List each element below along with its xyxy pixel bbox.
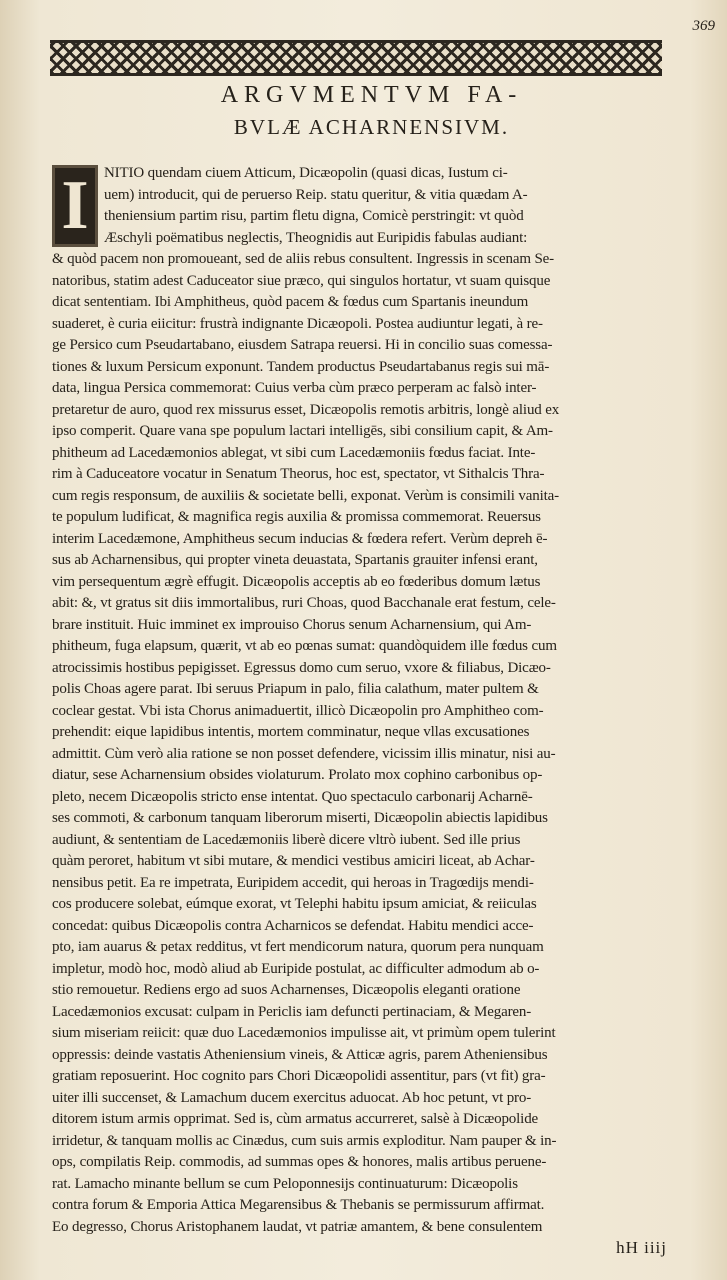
text-line: impletur, modò hoc, modò aliud ab Euripide postulat, ac difficulter admodum ab o-: [52, 960, 540, 977]
text-line: sus ab Acharnensibus, qui propter vineta deuastata, Spartanis grauiter infensi erant,: [52, 552, 538, 568]
text-line: admittit. Cùm verò alia ratione se non posset defendere, vicissim illis minatur, nisi au-: [52, 745, 556, 762]
text-line: abit: &, vt gratus sit diis immortalibus, ruri Choas, quod Bacchanale erat festum, cele-: [52, 595, 556, 611]
text-line: concedat: quibus Dicæopolis contra Acharnicos se defendat. Habitu mendici acce-: [52, 917, 534, 934]
text-line: pto, iam auarus & petax redditus, vt fert mendicorum natura, quorum pera nunquam: [52, 939, 544, 955]
text-line: phitheum ad Lacedæmonios ablegat, vt sibi cum Lacedæmoniis fœdus faciat. Inte-: [52, 444, 536, 461]
text-line: ipso comperit. Quare vana spe populum lactari intelligēs, sibi consilium capit, & Am-: [52, 423, 553, 439]
text-line: ditorem istum armis opprimat. Sed is, cùm armatus accurreret, salsè à Dicæopolide: [52, 1111, 539, 1127]
text-line: Lacedæmonios excusat: culpam in Periclis iam defuncti pertinaciam, & Megaren-: [52, 1003, 532, 1020]
text-line: tiones & luxum Persicum exponunt. Tandem productus Pseudartabanus regis sui mā-: [52, 358, 550, 375]
text-line: suaderet, è curia eiicitur: frustrà indignante Dicæopoli. Postea audiuntur legati, à re-: [52, 315, 543, 332]
text-line: cos producere solebat, eúmque exorat, vt Telephi habitu ipsum amiciat, & reiiculas: [52, 896, 537, 912]
text-line: uiter illi succenset, & Lamachum ducem exercitus aduocat. Ab hoc petunt, vt pro-: [52, 1089, 532, 1106]
text-line: coclear gestat. Vbi ista Chorus animaduertit, illicò Dicæopolin pro Amphitheo com-: [52, 702, 544, 719]
text-line: brare instituit. Huic imminet ex improuiso Chorus senum Acharnensium, qui Am-: [52, 616, 532, 633]
title-line-2: BVLÆ ACHARNENSIVM.: [233, 115, 510, 139]
text-line: oppressis: deinde vastatis Atheniensium vineis, & Atticæ agris, parem Atheniensibus: [52, 1046, 548, 1063]
argument-text: [52, 163, 664, 1238]
page-number: 369: [692, 18, 715, 34]
text-line: sium miseriam reiicit: quæ duo Lacedæmonios impulisse ait, vt primùm opem tulerint: [52, 1025, 556, 1041]
text-line: audiunt, & sententiam de Lacedæmoniis liberè dicere vltrò iubent. Sed ille prius: [52, 831, 521, 848]
text-line: NITIO quendam ciuem Atticum, Dicæopolin (quasi dicas, Iustum ci-: [104, 165, 508, 181]
text-line: prehendit: eique lapidibus intentis, mortem comminatur, neque vllas excusationes: [52, 724, 530, 740]
text-line: uem) introducit, qui de peruerso Reip. statu queritur, & vitia quædam A-: [104, 186, 528, 203]
text-line: nensibus petit. Ea re impetrata, Euripidem accedit, qui heroas in Tragœdijs mendi-: [52, 874, 534, 891]
text-line: & quòd pacem non promoueant, sed de aliis rebus consultent. Ingressis in scenam Se-: [52, 251, 555, 267]
catchword-signature: hH iiij: [616, 1238, 667, 1257]
text-line: theniensium partim risu, partim fletu digna, Comicè perstringit: vt quòd: [104, 208, 524, 224]
text-line: contra forum & Emporia Attica Megarensibus & Thebanis se permissurum affirmat.: [52, 1197, 545, 1213]
decorated-initial: I: [52, 165, 98, 247]
ornamental-header-band: [50, 40, 662, 76]
text-line: data, lingua Persica commemorat: Cuius verba cùm præco perperam ac falsò inter-: [52, 380, 537, 396]
text-line: stio remouetur. Rediens ergo ad suos Acharnenses, Dicæopolis eleganti oratione: [52, 982, 521, 998]
title-line-1: ARGVMENTVM FA-: [220, 82, 523, 108]
text-line: te populum ludificat, & magnifica regis auxilia & promissa commemorat. Reuersus: [52, 509, 541, 525]
text-line: rat. Lamacho minante bellum se cum Peloponnesijs continuaturum: Dicæopolis: [52, 1175, 518, 1192]
text-line: interim Lacedæmone, Amphitheus secum inducias & fœdera refert. Verùm depreh ē-: [52, 530, 548, 547]
text-line: cum regis responsum, de auxiliis & societate belli, exponat. Verùm is consimili vanita-: [52, 487, 559, 504]
text-line: rim à Caduceatore vocatur in Senatum Theorus, hoc est, spectator, vt Sithalcis Thra-: [52, 466, 545, 482]
text-line: Æschyli poëmatibus neglectis, Theognidis aut Euripidis fabulas audiant:: [104, 229, 528, 246]
text-line: vim persequentum ægrè effugit. Dicæopolis acceptis ab eo fœderibus domum lætus: [52, 573, 541, 590]
text-line: natoribus, statim adest Caduceator siue præco, qui singulos hortatur, vt suam quisque: [52, 272, 551, 289]
text-line: ge Persico cum Pseudartabano, eiusdem Satrapa reuersi. Hi in concilio suas comessa-: [52, 337, 553, 353]
text-line: phitheum, fuga elapsum, quærit, vt ab eo pœnas sumat: quandòquidem ille fœdus cum: [52, 638, 557, 654]
text-line: ses commoti, & carbonum tanquam liberorum miserti, Dicæopolin abiectis lapidibus: [52, 810, 548, 826]
text-line: gratiam reposuerint. Hoc cognito pars Chori Dicæopolidi assentitur, pars (vt fit) gra-: [52, 1068, 546, 1084]
text-line: pretaretur de auro, quod rex missurus esset, Dicæopolis remotis arbitris, longè aliud ex: [52, 401, 560, 418]
text-line: atrocissimis hostibus pepigisset. Egressus domo cum seruo, vxore & filiabus, Dicæo-: [52, 659, 551, 676]
text-line: dicat sententiam. Ibi Amphitheus, quòd pacem & fœdus cum Spartanis ineundum: [52, 294, 529, 310]
text-line: polis Choas agere parat. Ibi seruus Priapum in palo, filia calathum, mater pultem &: [52, 681, 539, 697]
text-line: pleto, necem Dicæopolis stricto ense intentat. Quo spectaculo carbonarij Acharnē-: [52, 788, 533, 805]
text-line: ops, compilatis Reip. commodis, ad summas opes & honores, malis artibus peruene-: [52, 1154, 547, 1170]
text-line: irridetur, & tanquam mollis ac Cinædus, cum suis armis exploditur. Nam pauper & in-: [52, 1132, 557, 1149]
text-line: quàm peroret, habitum vt sibi mutare, & mendici vestibus amiciri liceat, ab Achar-: [52, 853, 535, 869]
text-line: Eo degresso, Chorus Aristophanem laudat, vt patriæ amantem, & bene consulentem: [52, 1218, 543, 1235]
text-line: diatur, sese Acharnensium obsides violaturum. Prolato mox cophino carbonibus op-: [52, 767, 543, 783]
